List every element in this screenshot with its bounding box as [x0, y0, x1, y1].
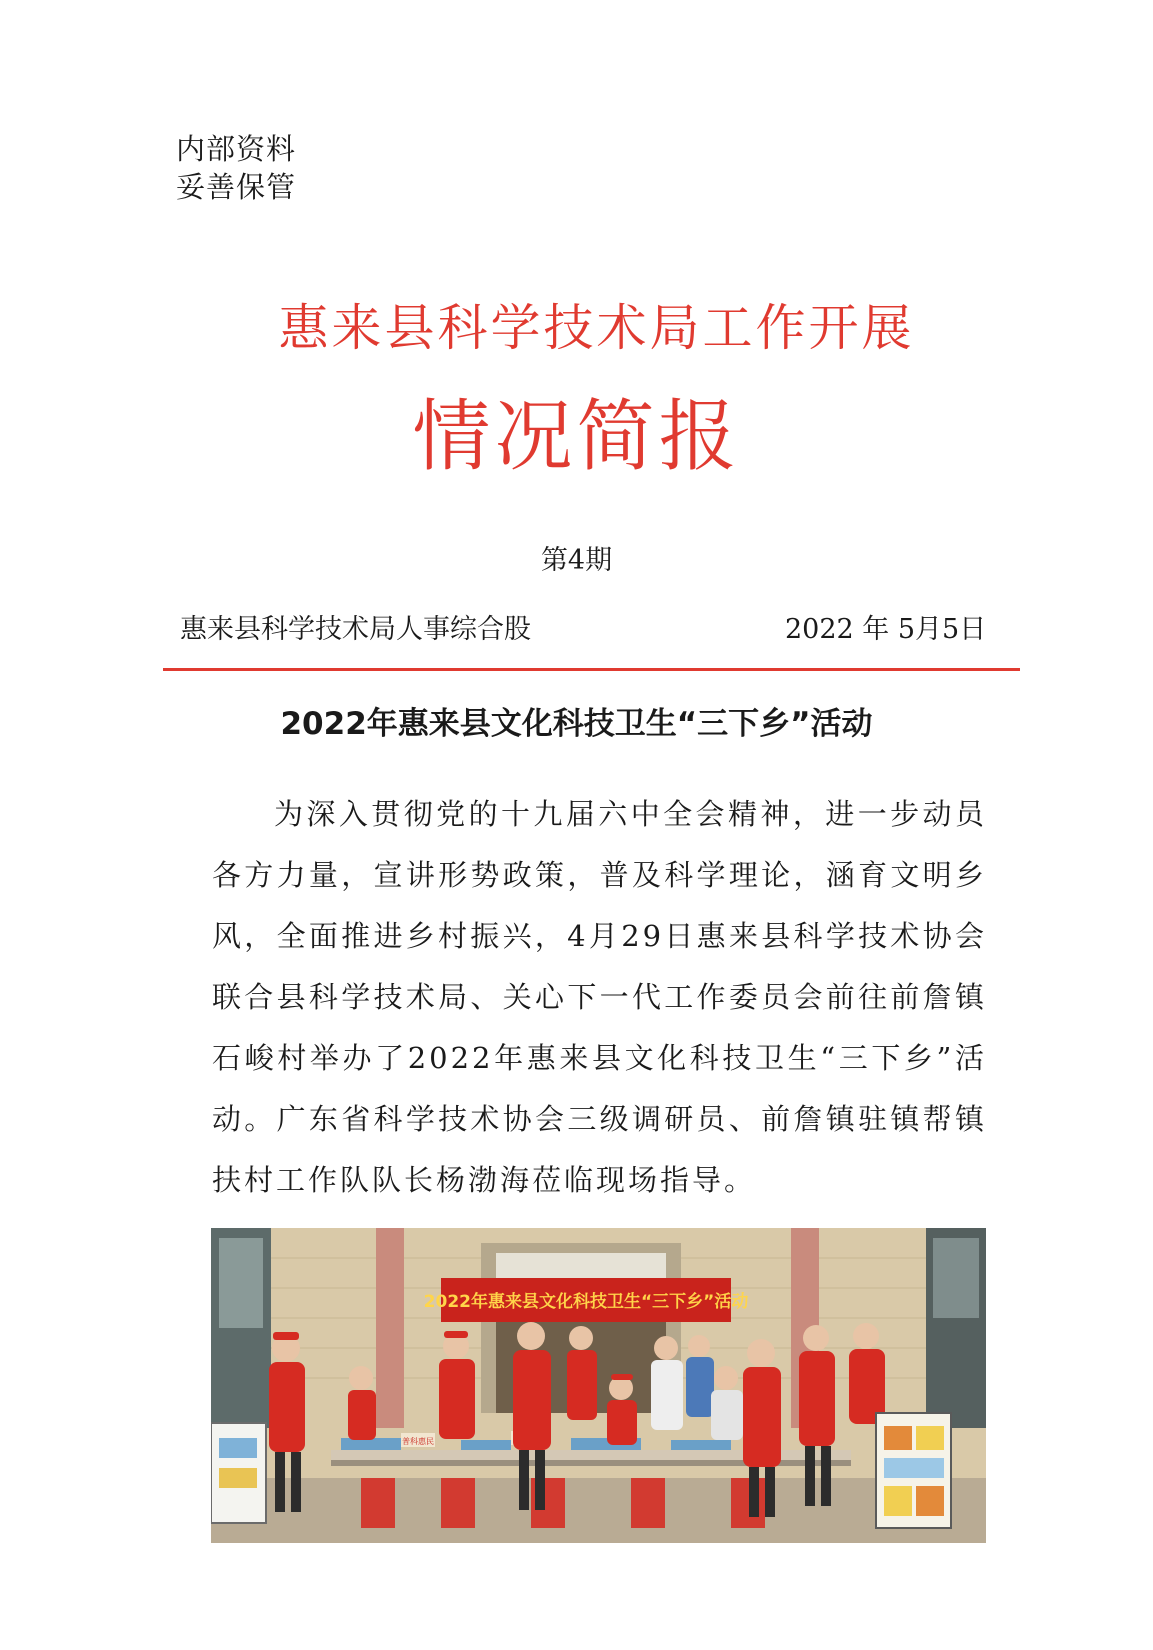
issue-number: 第4期 [540, 545, 613, 576]
article-headline: 2022年惠来县文化科技卫生“三下乡”活动 [280, 706, 873, 742]
red-divider [163, 668, 1020, 671]
issue-date: 2022 年 5月5日 [785, 614, 987, 645]
bulletin-title-line-1: 惠来县科学技术局工作开展 [278, 299, 915, 357]
confidential-notice [176, 130, 296, 206]
bulletin-title-line-2: 情况简报 [412, 392, 741, 482]
confidential-line-1: 内部资料 [176, 132, 297, 166]
event-photo [211, 1228, 986, 1543]
banner-text: 2022年惠来县文化科技卫生“三下乡”活动 [423, 1292, 749, 1312]
table-sign-left: 普科惠民 [402, 1437, 434, 1446]
issuing-department: 惠来县科学技术局人事综合股 [180, 614, 531, 645]
article-body: 为深入贯彻党的十九届六中全会精神，进一步动员各方力量，宣讲形势政策，普及科学理论，涵育文明乡风，全面推进乡村振兴，4月29日惠来县科学技术协会联合县科学技术局、关心下一代工作委员会前往前詹镇石峻村举办了2022年惠来县文化科技卫生“三下乡”活动。广东省科学技术协会三级调研员、前詹镇驻镇帮镇扶村工作队队长杨渤海莅临现场指导。 [212, 797, 987, 1197]
confidential-line-2: 妥善保管 [176, 170, 297, 204]
